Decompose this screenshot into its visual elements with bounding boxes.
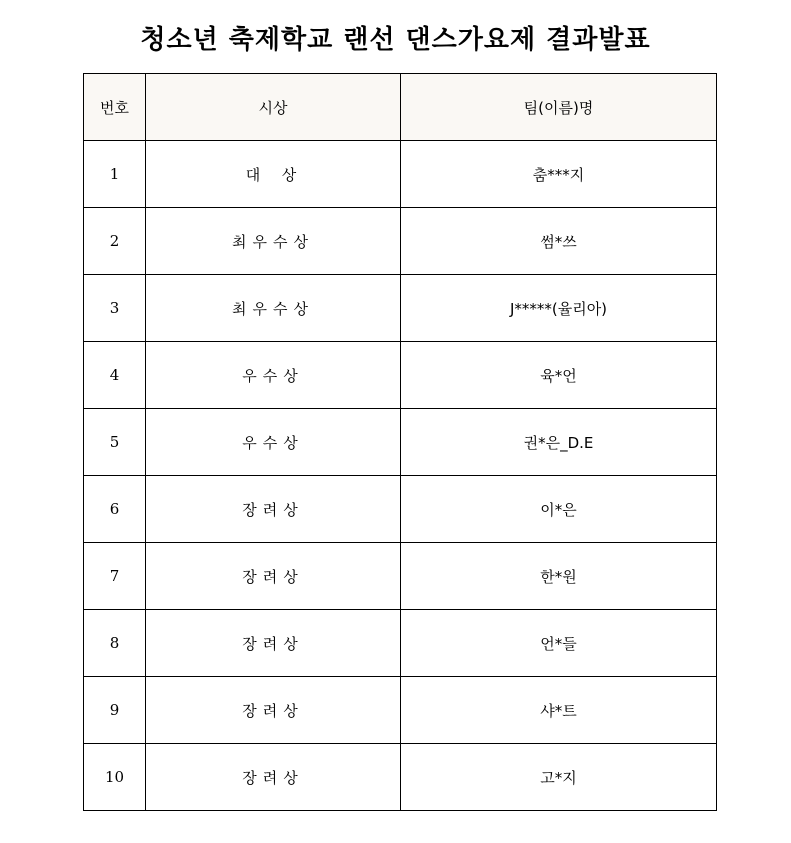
row-award: 우수상 (146, 342, 401, 409)
row-team: J*****(율리아) (401, 275, 717, 342)
row-team: 이*은 (401, 476, 717, 543)
row-award: 장려상 (146, 543, 401, 610)
row-award: 장려상 (146, 677, 401, 744)
row-award: 최우수상 (146, 275, 401, 342)
row-team: 춤***지 (401, 141, 717, 208)
row-number: 10 (84, 744, 146, 811)
header-number: 번호 (84, 74, 146, 141)
row-team: 샤*트 (401, 677, 717, 744)
row-team: 권*은_D.E (401, 409, 717, 476)
results-table (83, 73, 717, 811)
header-award: 시상 (146, 74, 401, 141)
row-number: 9 (84, 677, 146, 744)
row-award: 장려상 (146, 744, 401, 811)
row-award: 장려상 (146, 476, 401, 543)
table-row (84, 677, 717, 744)
table-row (84, 208, 717, 275)
table-row (84, 744, 717, 811)
table-row (84, 275, 717, 342)
table-row (84, 543, 717, 610)
table-row (84, 610, 717, 677)
row-number: 5 (84, 409, 146, 476)
table-row (84, 409, 717, 476)
row-number: 7 (84, 543, 146, 610)
table-row (84, 476, 717, 543)
row-team: 고*지 (401, 744, 717, 811)
row-number: 2 (84, 208, 146, 275)
page-title: 청소년 축제학교 랜선 댄스가요제 결과발표 (140, 25, 651, 55)
row-number: 1 (84, 141, 146, 208)
row-award: 우수상 (146, 409, 401, 476)
table-row (84, 141, 717, 208)
row-team: 언*들 (401, 610, 717, 677)
row-number: 4 (84, 342, 146, 409)
row-team: 썸*쓰 (401, 208, 717, 275)
row-team: 육*언 (401, 342, 717, 409)
row-award: 장려상 (146, 610, 401, 677)
table-row (84, 342, 717, 409)
table-header-row (84, 74, 717, 141)
row-number: 6 (84, 476, 146, 543)
row-award: 대 상 (146, 141, 401, 208)
row-number: 8 (84, 610, 146, 677)
row-number: 3 (84, 275, 146, 342)
row-team: 한*원 (401, 543, 717, 610)
header-team-name: 팀(이름)명 (401, 74, 717, 141)
row-award: 최우수상 (146, 208, 401, 275)
